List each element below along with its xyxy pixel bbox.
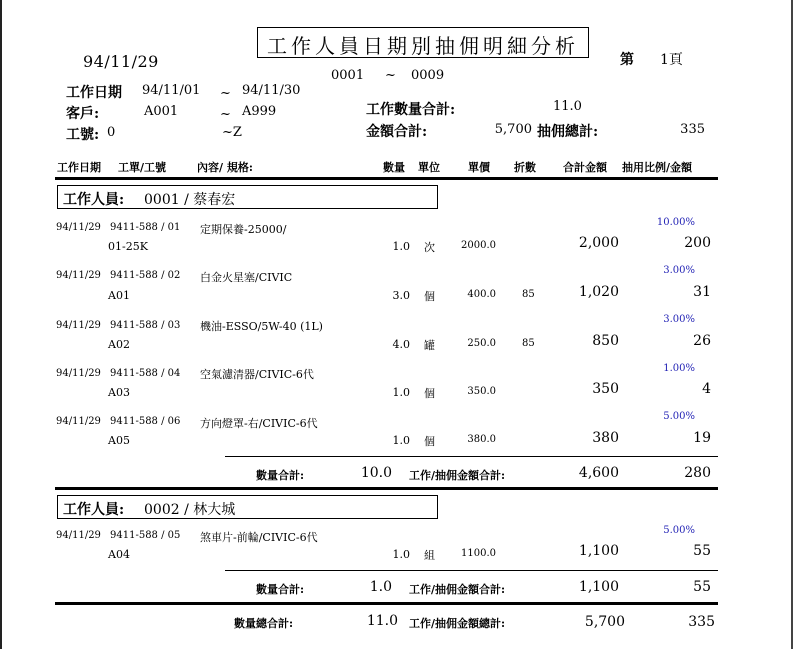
staff-group-header (57, 185, 438, 209)
row-qty: 1.0 (392, 386, 410, 399)
row-commission: 26 (693, 333, 711, 349)
subtotal-rule (225, 456, 718, 457)
row-spec: A05 (108, 434, 130, 447)
row-ratio: 10.00% (656, 217, 695, 228)
row-qty: 4.0 (392, 338, 410, 351)
subtotal-qty-label: 數量合計: (256, 469, 305, 482)
work-date-to: 94/11/30 (242, 83, 301, 98)
subtotal-qty-label: 數量合計: (256, 583, 305, 596)
row-date: 94/11/29 (56, 222, 101, 233)
print-date: 94/11/29 (83, 52, 159, 71)
staff-range-from: 0001 (331, 68, 365, 83)
row-price: 400.0 (467, 289, 496, 300)
row-unit: 個 (424, 435, 435, 448)
row-discount: 85 (522, 338, 535, 349)
row-unit: 罐 (424, 339, 435, 352)
row-date: 94/11/29 (56, 368, 101, 379)
commission-total-value: 335 (680, 122, 705, 137)
work-date-from: 94/11/01 (142, 83, 201, 98)
header-rule (55, 177, 718, 180)
col-qty: 數量 (383, 161, 405, 174)
row-unit: 個 (424, 290, 435, 303)
col-desc: 內容/ 規格: (197, 161, 253, 174)
row-order: 9411-588 / 02 (110, 270, 181, 281)
row-date: 94/11/29 (56, 416, 101, 427)
grand-total-qty-label: 數量總合計: (234, 617, 294, 630)
row-unit: 次 (424, 241, 435, 254)
row-ratio: 1.00% (663, 363, 695, 374)
staff-name: 0002 / 林大城 (144, 502, 236, 518)
row-order: 9411-588 / 04 (110, 368, 181, 379)
grand-total-qty: 11.0 (366, 613, 398, 629)
subtotal-commission: 280 (684, 465, 711, 481)
row-commission: 31 (693, 284, 711, 300)
amount-total-label: 金額合計: (366, 124, 428, 140)
subtotal-amount: 4,600 (578, 465, 619, 481)
row-desc: 煞車片-前輪/CIVIC-6代 (200, 531, 318, 544)
row-desc: 方向燈罩-右/CIVIC-6代 (200, 417, 318, 430)
subtotal-amount: 1,100 (578, 579, 619, 595)
work-date-tilde: ~ (220, 86, 231, 101)
worker-to: ~Z (222, 125, 242, 140)
row-desc: 機油-ESSO/5W-40 (1L) (200, 320, 323, 333)
qty-total-label: 工作數量合計: (366, 102, 456, 118)
subtotal-commission: 55 (693, 579, 711, 595)
row-order: 9411-588 / 05 (110, 530, 181, 541)
col-amount: 合計金額 (563, 161, 607, 174)
report-title: 工作人員日期別抽佣明細分析 (267, 34, 579, 58)
row-price: 1100.0 (461, 548, 496, 559)
window-right-border (791, 0, 793, 649)
subtotal-amount-label: 工作/抽佣金額合計: (409, 469, 506, 482)
qty-total-value: 11.0 (553, 99, 582, 114)
col-ratio: 抽用比例/金額 (622, 161, 693, 174)
row-ratio: 5.00% (663, 411, 695, 422)
row-date: 94/11/29 (56, 530, 101, 541)
grand-total-commission: 335 (688, 614, 715, 630)
row-date: 94/11/29 (56, 270, 101, 281)
row-desc: 定期保養-25000/ (200, 223, 287, 236)
row-amount: 2,000 (578, 235, 619, 251)
row-commission: 4 (702, 381, 711, 397)
grand-total-amount-label: 工作/抽佣金額總計: (409, 617, 506, 630)
row-unit: 組 (424, 549, 435, 562)
row-ratio: 3.00% (663, 265, 695, 276)
row-spec: A01 (108, 289, 130, 302)
row-amount: 1,020 (578, 284, 619, 300)
commission-total-label: 抽佣總計: (537, 124, 599, 140)
window-left-border (0, 0, 2, 649)
col-unit: 單位 (418, 161, 440, 174)
worker-label: 工號: (66, 127, 100, 143)
row-commission: 200 (684, 235, 711, 251)
page-number: 1頁 (660, 52, 683, 68)
row-qty: 1.0 (392, 240, 410, 253)
col-order: 工單/工號 (118, 161, 167, 174)
row-spec: 01-25K (108, 240, 148, 253)
row-discount: 85 (522, 289, 535, 300)
col-date: 工作日期 (57, 161, 101, 174)
row-desc: 空氣濾清器/CIVIC-6代 (200, 368, 314, 381)
row-amount: 850 (592, 333, 619, 349)
customer-label: 客戶: (66, 106, 100, 122)
row-unit: 個 (424, 387, 435, 400)
grand-total-amount: 5,700 (584, 614, 625, 630)
staff-name: 0001 / 蔡春宏 (144, 192, 236, 208)
row-desc: 白金火星塞/CIVIC (200, 271, 293, 284)
row-commission: 55 (693, 543, 711, 559)
row-price: 250.0 (467, 338, 496, 349)
subtotal-qty: 1.0 (369, 579, 392, 595)
staff-range-to: 0009 (411, 68, 445, 83)
row-date: 94/11/29 (56, 320, 101, 331)
row-order: 9411-588 / 06 (110, 416, 181, 427)
subtotal-rule (225, 570, 718, 571)
row-ratio: 5.00% (663, 525, 695, 536)
customer-from: A001 (144, 104, 179, 119)
row-qty: 1.0 (392, 548, 410, 561)
row-amount: 380 (592, 430, 619, 446)
row-order: 9411-588 / 01 (110, 222, 181, 233)
row-commission: 19 (693, 430, 711, 446)
row-amount: 350 (592, 381, 619, 397)
row-price: 2000.0 (461, 240, 496, 251)
subtotal-amount-label: 工作/抽佣金額合計: (409, 583, 506, 596)
row-order: 9411-588 / 03 (110, 320, 181, 331)
staff-group-header (57, 495, 438, 519)
grand-total-rule (55, 602, 718, 605)
page-label: 第 (620, 52, 634, 68)
amount-total-value: 5,700 (494, 122, 532, 137)
row-ratio: 3.00% (663, 314, 695, 325)
row-spec: A04 (108, 548, 130, 561)
row-amount: 1,100 (578, 543, 619, 559)
row-price: 380.0 (467, 434, 496, 445)
row-price: 350.0 (467, 386, 496, 397)
staff-label: 工作人員: (63, 192, 125, 208)
customer-to: A999 (242, 104, 277, 119)
group-separator-rule (55, 487, 718, 490)
customer-tilde: ~ (220, 107, 231, 122)
col-discount: 折數 (514, 161, 536, 174)
staff-range-tilde: ~ (385, 68, 396, 83)
col-price: 單價 (468, 161, 490, 174)
row-qty: 1.0 (392, 434, 410, 447)
row-qty: 3.0 (392, 289, 410, 302)
row-spec: A03 (108, 386, 130, 399)
worker-from: 0 (107, 125, 116, 140)
row-spec: A02 (108, 338, 130, 351)
report-title-box (257, 27, 589, 58)
staff-label: 工作人員: (63, 502, 125, 518)
subtotal-qty: 10.0 (360, 465, 392, 481)
work-date-label: 工作日期 (66, 85, 122, 101)
